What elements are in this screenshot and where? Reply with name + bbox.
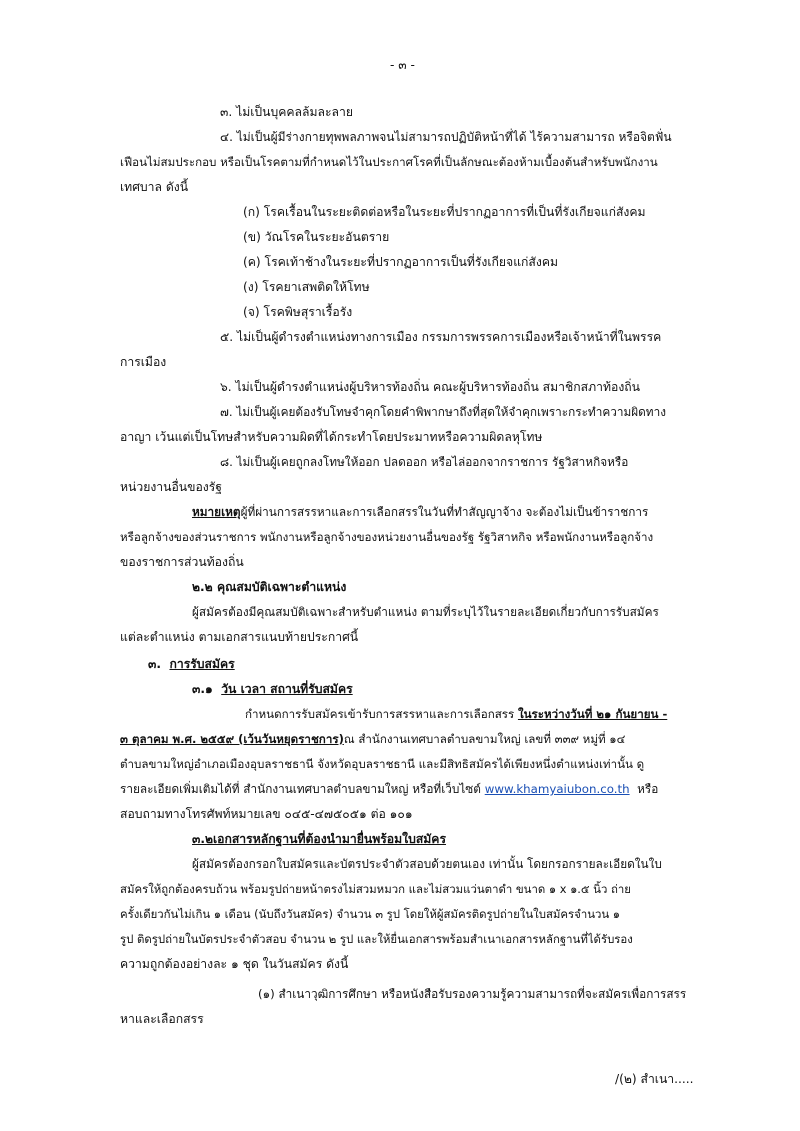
qualification-item-8-line-2: หน่วยงานอื่นของรัฐ (120, 480, 222, 494)
disease-item: (ค) โรคเท้าช้างในระยะที่ปรากฏอาการเป็นที่รังเกียจแก่สังคม (243, 255, 559, 269)
continuation-marker: /(๒) สำเนา..... (615, 1072, 694, 1086)
note-line-2: หรือลูกจ้างของส่วนราชการ พนักงานหรือลูกจ้างของหน่วยงานอื่นของรัฐ รัฐวิสาหกิจ หรือพนักงานหรือลูกจ้าง (120, 530, 654, 544)
qualification-item-7-line-1: ๗. ไม่เป็นผู้เคยต้องรับโทษจำคุกโดยคำพิพากษาถึงที่สุดให้จำคุกเพราะกระทำความผิดทาง (220, 405, 666, 419)
section-3-1-heading (192, 680, 353, 698)
document-item-1-line-2: หาและเลือกสรร (120, 1012, 204, 1026)
qualification-item-4-line-3: เทศบาล ดังนี้ (120, 180, 189, 194)
application-period-end: ๓ ตุลาคม พ.ศ. ๒๕๕๙ (เว้นวันหยุดราชการ) (120, 732, 344, 746)
qualification-item-5-line-2: การเมือง (120, 355, 167, 369)
note-line-3: ของราชการส่วนท้องถิ่น (120, 555, 244, 569)
section-2-2-line-2: แต่ละตำแหน่ง ตามเอกสารแนบท้ายประกาศนี้ (120, 630, 359, 644)
section-3-2-line-5: ความถูกต้องอย่างละ ๑ ชุด ในวันสมัคร ดังนี้ (120, 957, 349, 971)
section-2-2-heading: ๒.๒ คุณสมบัติเฉพาะตำแหน่ง (192, 580, 347, 594)
section-3-1-line-4 (120, 780, 658, 798)
section-3-1-title: วัน เวลา สถานที่รับสมัคร (221, 682, 353, 696)
qualification-item-3: ๓. ไม่เป็นบุคคลล้มละลาย (220, 105, 353, 119)
more-details-text: รายละเอียดเพิ่มเติมได้ที่ สำนักงานเทศบาลตำบลขามใหญ่ หรือที่เว็บไซต์ (120, 782, 481, 796)
section-2-2-line-1: ผู้สมัครต้องมีคุณสมบัติเฉพาะสำหรับตำแหน่ง ตามที่ระบุไว้ในรายละเอียดเกี่ยวกับการรับสมัคร (192, 605, 659, 619)
website-link[interactable]: www.khamyaiubon.co.th (484, 782, 630, 796)
qualification-item-6: ๖. ไม่เป็นผู้ดำรงตำแหน่งผู้บริหารท้องถิ่น คณะผู้บริหารท้องถิ่น สมาชิกสภาท้องถิ่น (220, 380, 640, 394)
section-3-1-number: ๓.๑ (192, 682, 213, 696)
note-text: ผู้ที่ผ่านการสรรหาและการเลือกสรรในวันที่ทำสัญญาจ้าง จะต้องไม่เป็นข้าราชการ (240, 505, 649, 519)
section-3-1-line-5: สอบถามทางโทรศัพท์หมายเลข ๐๔๕-๔๗๕๐๕๑ ต่อ ๑๐๑ (120, 807, 413, 821)
section-3-1-line-3: ตำบลขามใหญ่อำเภอเมืองอุบลราชธานี จังหวัดอุบลราชธานี และมีสิทธิสมัครได้เพียงหนึ่งตำแหน่งเท่านั้น ดู (120, 757, 645, 771)
qualification-item-8-line-1: ๘. ไม่เป็นผู้เคยถูกลงโทษให้ออก ปลดออก หรือไล่ออกจากราชการ รัฐวิสาหกิจหรือ (220, 455, 629, 469)
section-3-2-line-4: รูป ติดรูปถ่ายในบัตรประจำตัวสอบ จำนวน ๒ รูป และให้ยื่นเอกสารพร้อมสำเนาเอกสารหลักฐานที่ได้รับรอง (120, 932, 633, 946)
note-line-1 (192, 503, 648, 521)
disease-item: (ง) โรคยาเสพติดให้โทษ (243, 280, 370, 294)
section-3-2-line-2: สมัครให้ถูกต้องครบถ้วน พร้อมรูปถ่ายหน้าตรงไม่สวมหมวก และไม่สวมแว่นตาดำ ขนาด ๑ x ๑.๕ นิ้ว ถ่าย (120, 882, 631, 896)
document-item-1-line-1: (๑) สำเนาวุฒิการศึกษา หรือหนังสือรับรองความรู้ความสามารถที่จะสมัครเพื่อการสรร (258, 987, 687, 1001)
section-3-2-heading: ๓.๒เอกสารหลักฐานที่ต้องนำมายื่นพร้อมใบสมัคร (192, 832, 447, 846)
or-text: หรือ (637, 782, 659, 796)
section-3-heading (148, 655, 235, 673)
qualification-item-5-line-1: ๕. ไม่เป็นผู้ดำรงตำแหน่งทางการเมือง กรรมการพรรคการเมืองหรือเจ้าหน้าที่ในพรรค (220, 330, 662, 344)
application-period-start: ในระหว่างวันที่ ๒๑ กันยายน - (517, 707, 668, 721)
qualification-item-7-line-2: อาญา เว้นแต่เป็นโทษสำหรับความผิดที่ได้กระทำโดยประมาทหรือความผิดลหุโทษ (120, 430, 543, 444)
application-location: ณ สำนักงานเทศบาลตำบลขามใหญ่ เลขที่ ๓๓๙ หมู่ที่ ๑๔ (343, 732, 626, 746)
disease-item: (ข) วัณโรคในระยะอันตราย (243, 230, 390, 244)
disease-item: (จ) โรคพิษสุราเรื้อรัง (243, 305, 353, 319)
disease-item: (ก) โรคเรื้อนในระยะติดต่อหรือในระยะที่ปรากฏอาการที่เป็นที่รังเกียจแก่สังคม (243, 205, 646, 219)
application-period-intro: กำหนดการรับสมัครเข้ารับการสรรหาและการเลือกสรร (245, 707, 515, 721)
section-3-2-line-1: ผู้สมัครต้องกรอกใบสมัครและบัตรประจำตัวสอบด้วยตนเอง เท่านั้น โดยกรอกรายละเอียดในใบ (192, 857, 662, 871)
page-number: - ๓ - (390, 58, 415, 72)
qualification-item-4-line-2: เฟือนไม่สมประกอบ หรือเป็นโรคตามที่กำหนดไว้ในประกาศโรคที่เป็นลักษณะต้องห้ามเบื้องต้นสำหรับพนักงาน (120, 155, 658, 169)
section-3-title: การรับสมัคร (169, 657, 235, 671)
note-label: หมายเหตุ (192, 505, 241, 519)
section-3-number: ๓. (148, 657, 161, 671)
section-3-2-line-3: ครั้งเดียวกันไม่เกิน ๑ เดือน (นับถึงวันสมัคร) จำนวน ๓ รูป โดยให้ผู้สมัครติดรูปถ่ายในใบสมัครจำนวน ๑ (120, 907, 621, 921)
qualification-item-4-line-1: ๔. ไม่เป็นผู้มีร่างกายทุพพลภาพจนไม่สามารถปฏิบัติหน้าที่ได้ ไร้ความสามารถ หรือจิตฟั่น (220, 130, 672, 144)
section-3-1-line-1 (245, 705, 667, 723)
section-3-1-line-2 (120, 730, 625, 748)
